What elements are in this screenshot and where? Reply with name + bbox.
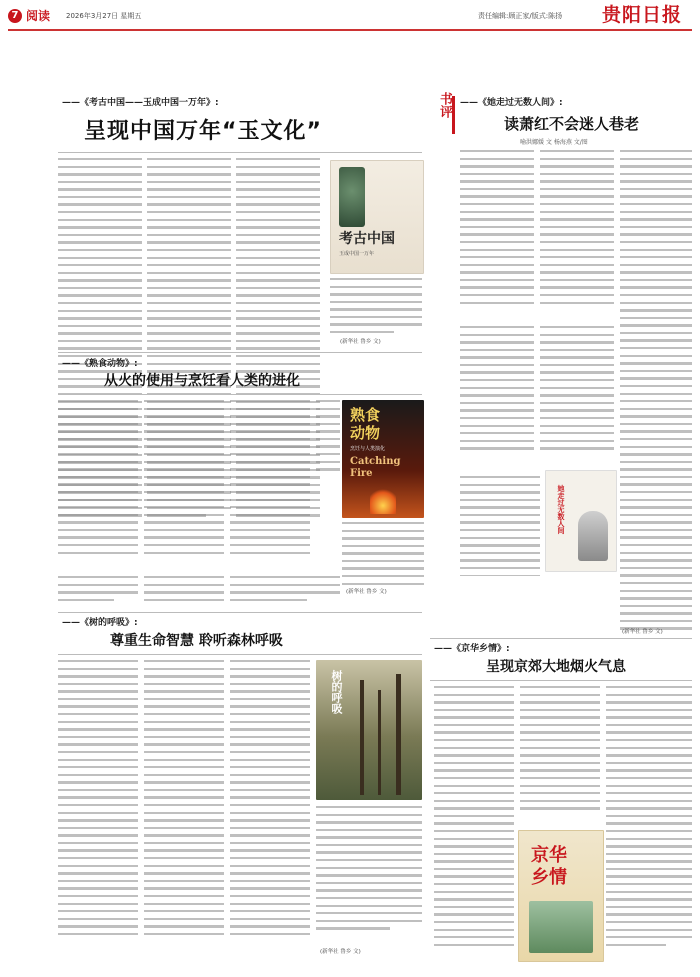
book4-cover	[316, 660, 422, 800]
book1-subtitle: 玉成中国一万年	[339, 251, 375, 257]
village-scene-image	[529, 901, 593, 953]
article2-col2	[540, 150, 614, 320]
review-tag: 书评	[437, 92, 452, 118]
book2-cover	[545, 470, 617, 572]
article5-top-rule	[58, 612, 422, 613]
flame-image	[370, 486, 396, 514]
article2-col3	[620, 150, 692, 630]
article2-headline: 读萧红不会迷人巷老	[504, 115, 640, 133]
book5-title-line1: 京华	[531, 845, 567, 866]
tree-trunk-image-2	[378, 690, 381, 795]
editors-line: 责任编辑:顾正家/版式:陈扬	[478, 12, 563, 20]
article3-top-rule	[58, 352, 422, 353]
article1-signoff: (新华社 鲁乡 文)	[340, 339, 381, 345]
page-number-badge: 7	[8, 9, 22, 23]
article2-col1	[460, 150, 534, 320]
date-line: 2026年3月27日 星期五	[66, 12, 142, 20]
article4-kicker: ——《京华乡情》:	[434, 644, 510, 654]
article3-col2	[144, 400, 224, 572]
article3-signoff: (新华社 鲁乡 文)	[346, 589, 387, 595]
book1-title: 考古中国	[339, 231, 395, 247]
article3-col3b	[316, 400, 340, 572]
article2-byline: 喻洪娜媛 文 杨海燕 文/图	[520, 139, 588, 146]
book3-title-line2: 动物	[350, 424, 381, 442]
article5-headline: 尊重生命智慧 聆听森林呼吸	[110, 633, 283, 649]
article1-headline: 呈现中国万年“玉文化”	[84, 119, 322, 144]
book3-english-line2: Fire	[350, 468, 373, 479]
book5-title-line2: 乡情	[531, 867, 567, 888]
article2-col2b	[540, 326, 614, 471]
portrait-image	[578, 511, 608, 561]
book2-title: 她走过无数人间	[557, 485, 565, 534]
article2-col1b	[460, 326, 534, 471]
jade-artifact-image	[339, 167, 365, 227]
section-title: 阅读	[26, 9, 51, 23]
tree-trunk-image-3	[396, 674, 401, 795]
article4-headline: 呈现京郊大地烟火气息	[486, 659, 626, 675]
book3-english-line1: Catching	[350, 456, 401, 467]
article3-headline: 从火的使用与烹饪看人类的进化	[104, 373, 300, 389]
article1-col4	[330, 278, 422, 338]
article5-col1	[58, 660, 138, 960]
book3-title-line1: 熟食	[350, 406, 381, 424]
book5-cover	[518, 830, 604, 962]
article3-col3	[230, 400, 310, 572]
tag-rule	[452, 96, 455, 134]
article5-col3	[230, 660, 310, 960]
article4-col3	[606, 686, 692, 966]
article3-kicker: ——《熟食动物》:	[62, 359, 138, 369]
article5-kicker: ——《树的呼吸》:	[62, 618, 138, 628]
article2-signoff: (新华社 鲁乡 文)	[622, 629, 663, 635]
article4-col2	[520, 686, 600, 824]
book1-cover	[330, 160, 424, 274]
article5-col4	[316, 806, 422, 946]
article5-signoff: (新华社 鲁乡 文)	[320, 949, 361, 955]
newspaper-logo: 贵阳日报	[602, 4, 683, 26]
article3-col2b	[144, 576, 224, 608]
header-rule	[8, 29, 692, 31]
article1-kicker: ——《考古中国——玉成中国一万年》:	[62, 98, 219, 108]
article3-col1	[58, 400, 138, 572]
article4-top-rule	[430, 638, 692, 639]
article1-rule	[58, 152, 422, 153]
article4-col1	[434, 686, 514, 966]
article3-rule	[58, 394, 422, 395]
article5-rule	[58, 654, 422, 655]
article3-col1b	[58, 576, 138, 608]
article2-kicker: ——《她走过无数人间》:	[460, 98, 563, 108]
book4-title: 树的呼吸	[330, 670, 343, 714]
article5-col2	[144, 660, 224, 960]
book3-cover	[342, 400, 424, 518]
tree-trunk-image	[360, 680, 364, 795]
article2-col4	[460, 476, 540, 576]
article3-col3c	[230, 576, 340, 608]
article4-rule	[430, 680, 692, 681]
book3-subtitle: 烹饪与人类演化	[350, 446, 386, 452]
article3-col4	[342, 522, 424, 586]
